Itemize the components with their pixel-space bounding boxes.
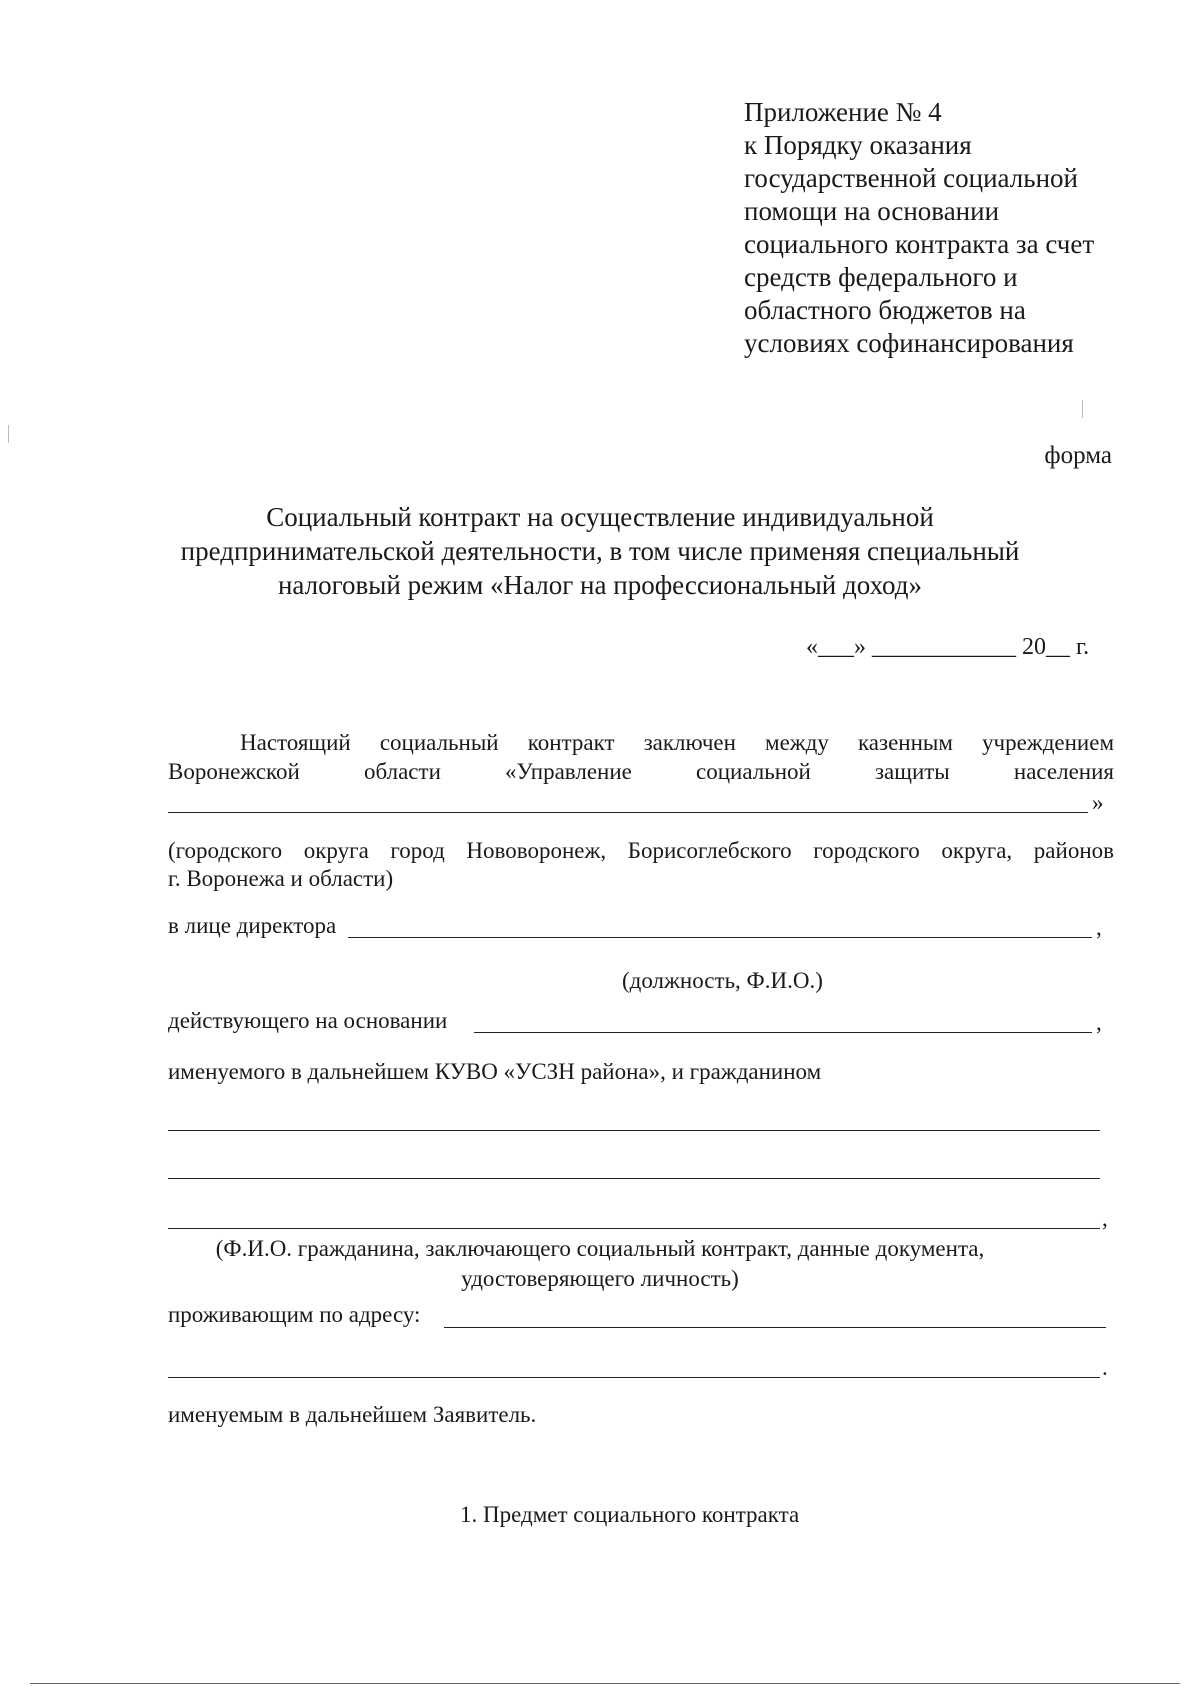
appendix-line: областного бюджетов на	[744, 295, 1026, 325]
page-bottom-rule	[30, 1683, 1180, 1684]
director-caption: (должность, Ф.И.О.)	[622, 968, 823, 993]
citizen-blank-3[interactable]	[168, 1228, 1100, 1229]
district-note-line-2: г. Воронежа и области)	[168, 866, 394, 891]
section-heading: 1. Предмет социального контракта	[460, 1502, 800, 1527]
citizen-caption-line: (Ф.И.О. гражданина, заключающего социальный контракт, данные документа,	[215, 1236, 985, 1261]
title-line: Социальный контракт на осуществление индивидуальной	[266, 502, 934, 532]
date-field[interactable]: «___» ____________ 20__ г.	[806, 634, 1090, 660]
citizen-comma: ,	[1102, 1206, 1108, 1231]
address-blank-2[interactable]	[168, 1377, 1100, 1378]
citizen-caption-line: удостоверяющего личность)	[461, 1266, 739, 1291]
basis-comma: ,	[1096, 1010, 1102, 1035]
appendix-line: социального контракта за счет	[744, 229, 1095, 259]
quote-close: »	[1092, 790, 1104, 815]
named-as-text: именуемого в дальнейшем КУВО «УСЗН района», и гражданином	[168, 1059, 822, 1084]
appendix-line: средств федерального и	[744, 262, 1018, 292]
address-blank-1[interactable]	[444, 1327, 1106, 1328]
applicant-text: именуемым в дальнейшем Заявитель.	[168, 1402, 537, 1427]
appendix-reference	[744, 96, 1094, 360]
appendix-line: к Порядку оказания	[744, 130, 972, 160]
director-comma: ,	[1096, 915, 1102, 940]
citizen-caption	[150, 1234, 1050, 1294]
appendix-line: помощи на основании	[744, 196, 1000, 226]
scan-mark	[8, 425, 9, 443]
appendix-line: государственной социальной	[744, 163, 1078, 193]
citizen-blank-2[interactable]	[168, 1178, 1100, 1179]
appendix-line: условиях софинансирования	[744, 328, 1074, 358]
document-title	[150, 500, 1050, 602]
district-note-line-1: (городского округа город Нововоронеж, Борисоглебского городского округа, районов	[168, 838, 1114, 863]
director-label: в лице директора	[168, 913, 337, 938]
appendix-line: Приложение № 4	[744, 97, 942, 127]
basis-blank[interactable]	[474, 1032, 1092, 1033]
form-label: форма	[1044, 442, 1112, 469]
address-period: .	[1102, 1355, 1108, 1380]
director-blank[interactable]	[348, 937, 1092, 938]
basis-label: действующего на основании	[168, 1008, 448, 1033]
title-line: налоговый режим «Налог на профессиональный доход»	[277, 570, 923, 600]
address-label: проживающим по адресу:	[168, 1302, 421, 1327]
paragraph-line-2: Воронежской области «Управление социальной защиты населения	[168, 759, 1114, 784]
institution-name-blank[interactable]	[168, 812, 1088, 813]
scan-mark	[1082, 400, 1083, 418]
title-line: предпринимательской деятельности, в том числе применяя специальный	[180, 536, 1020, 566]
paragraph-line-1: Настоящий социальный контракт заключен между казенным учреждением	[240, 730, 1114, 755]
citizen-blank-1[interactable]	[168, 1130, 1100, 1131]
